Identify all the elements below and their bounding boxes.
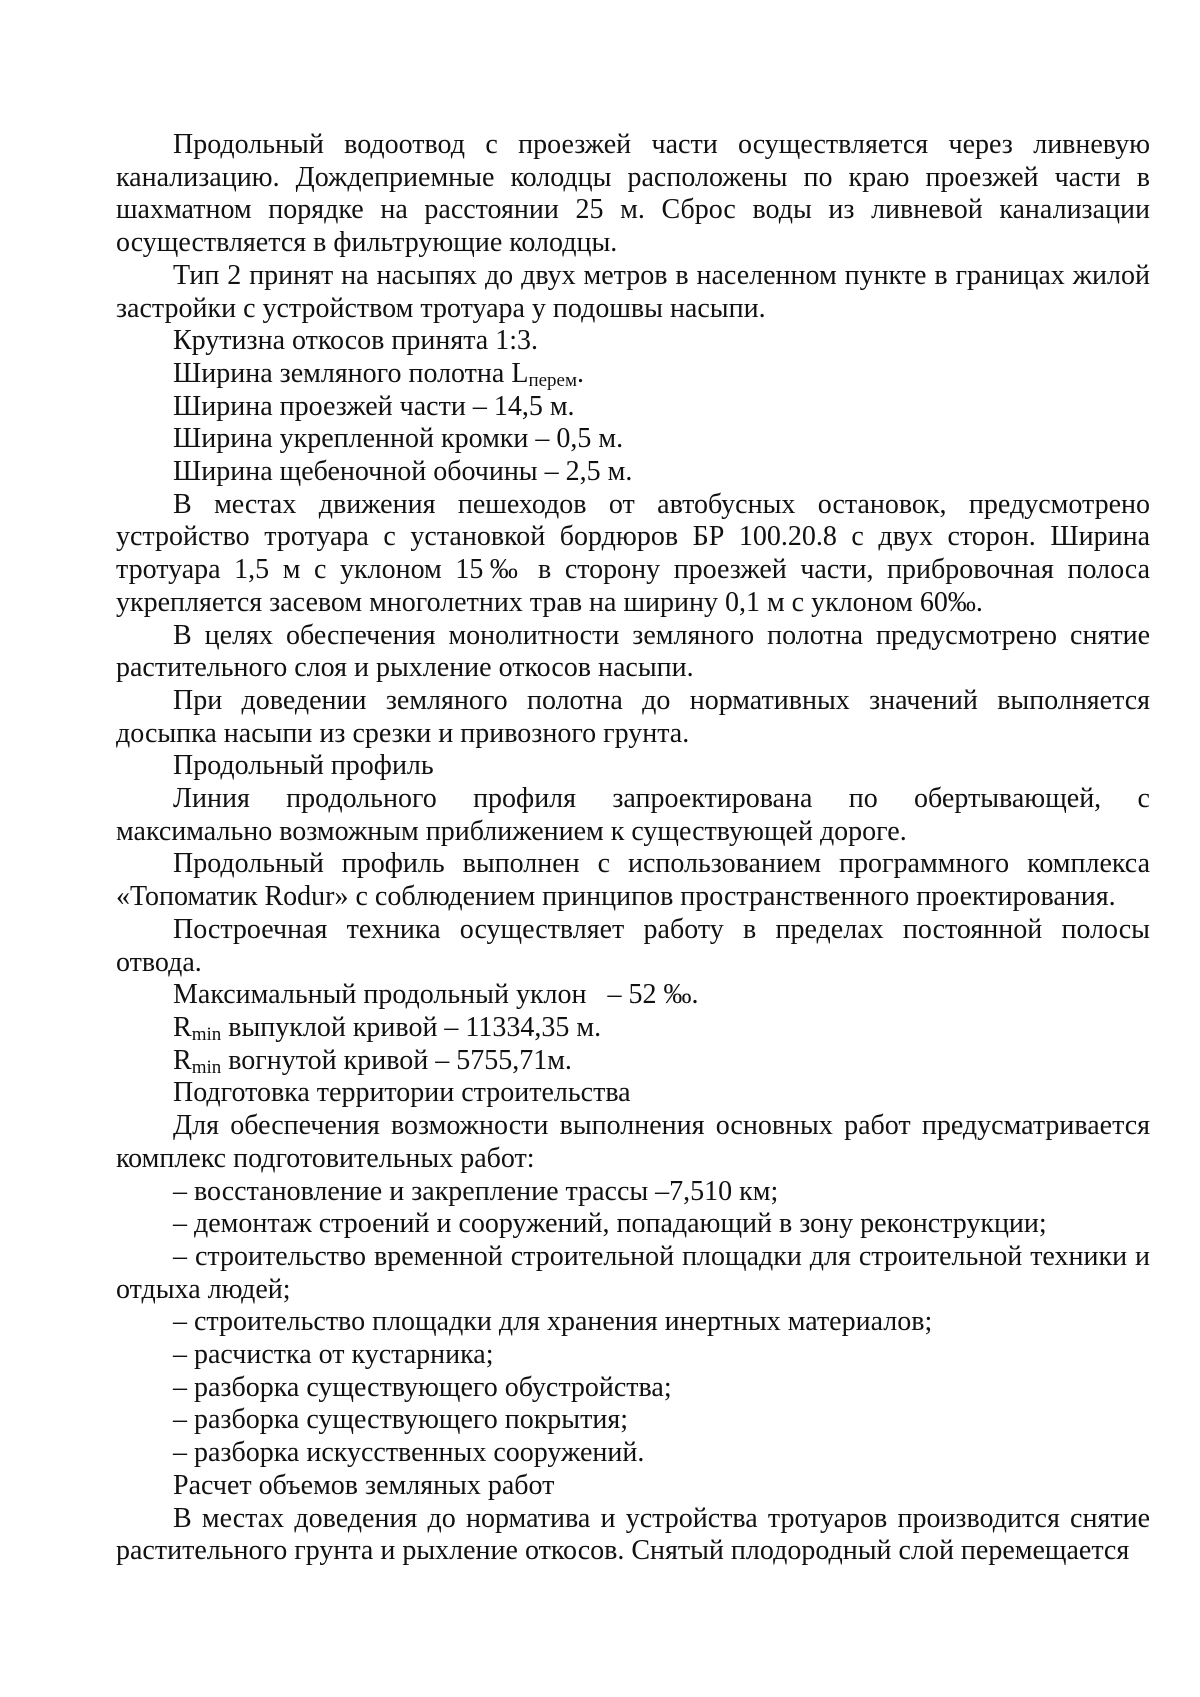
heading-longitudinal-profile: Продольный профиль [173,750,434,782]
list-item: – расчистка от кустарника; [173,1339,494,1371]
paragraph-fill-addition: При доведении земляного полотна до нормативных значений выполняется досыпка насыпи из срезки и привозного грунта. [116,684,1150,749]
profile-line-word: с [1137,783,1150,815]
paragraph-topsoil-removal: В местах доведения до норматива и устройства тротуаров производится снятие растительного грунта и рыхление откосов. Снятый плодородный слой перемещается [116,1502,1150,1567]
convex-curve-subscript: min [191,1023,222,1045]
list-item: – разборка существующего обустройства; [173,1371,672,1403]
subgrade-width-end: . [577,357,584,389]
paragraph-concave-curve [116,1045,1150,1078]
list-item: – разборка искусственных сооружений. [173,1437,645,1469]
paragraph-type-2: Тип 2 принят на насыпях до двух метров в населенном пункте в границах жилой застройки с устройством тротуара у подошвы насыпи. [116,259,1150,324]
convex-curve-symbol: R [173,1011,192,1043]
heading-site-preparation: Подготовка территории строительства [173,1077,631,1109]
profile-line-word: запроектирована [612,783,813,815]
paragraph-preparatory-works: Для обеспечения возможности выполнения основных работ предусматривается комплекс подготовительных работ: [116,1110,1150,1174]
profile-line-word: по [848,783,878,815]
subgrade-width-text: Ширина земляного полотна L [173,357,529,389]
profile-line-word: Линия [173,783,250,815]
profile-line-word: продольного [286,783,437,815]
paragraph-max-grade [116,979,1150,1012]
convex-curve-text: выпуклой кривой – 11334,35 м. [221,1011,602,1043]
list-item: – строительство временной строительной площадки для строительной техники и отдыха людей; [116,1240,1150,1305]
paragraph-shoulder-width: Ширина щебеночной обочины – 2,5 м. [173,456,633,488]
subgrade-width-subscript: перем [528,369,577,391]
paragraph-sidewalk: В местах движения пешеходов от автобусных остановок, предусмотрено устройство тротуара с установкой бордюров БР 100.20.8 с двух сторон. Ширина тротуара 1,5 м с уклоном 15‰ в сторону проезжей части, прибровочная полоса укрепляется засевом многолетних трав на ширину 0,1 м с уклоном 60‰. [116,488,1150,618]
concave-curve-symbol: R [173,1044,192,1076]
paragraph-profile-line-rest: максимально возможным приближением к существующей дороге. [116,815,907,847]
concave-curve-text: вогнутой кривой – 5755,71м. [221,1044,572,1076]
paragraph-monolithic-subgrade: В целях обеспечения монолитности земляного полотна предусмотрено снятие растительного слоя и рыхление откосов насыпи. [116,619,1150,684]
list-item: – восстановление и закрепление трассы –7,510 км; [173,1175,779,1207]
list-item: – разборка существующего покрытия; [173,1404,628,1436]
paragraph-profile-software: Продольный профиль выполнен с использованием программного комплекса «Топоматик Rodur» с соблюдением принципов пространственного проектирования. [116,848,1150,913]
paragraph-drainage: Продольный водоотвод с проезжей части осуществляется через ливневую канализацию. Дождеприемные колодцы расположены по краю проезжей части в шахматном порядке на расстоянии 25 м. Сброс воды из ливневой канализации осуществляется в фильтрующие колодцы. [116,129,1150,259]
paragraph-profile-line-first-row [116,783,1150,816]
concave-curve-subscript: min [191,1056,222,1078]
max-grade-label: Максимальный продольный уклон [173,979,587,1011]
paragraph-construction-machinery: Построечная техника осуществляет работу в пределах постоянной полосы отвода. [116,913,1150,978]
paragraph-carriageway-width: Ширина проезжей части – 14,5 м. [173,390,575,422]
heading-earthworks: Расчет объемов земляных работ [173,1469,555,1501]
document-page [116,129,1150,1568]
list-item: – демонтаж строений и сооружений, попадающий в зону реконструкции; [173,1208,1047,1240]
max-grade-value: – 52 ‰. [607,979,699,1011]
paragraph-subgrade-width [116,358,1150,391]
paragraph-convex-curve [116,1012,1150,1045]
paragraph-edge-strip-width: Ширина укрепленной кромки – 0,5 м. [173,423,624,455]
profile-line-word: обертывающей, [914,783,1102,815]
list-item: – строительство площадки для хранения инертных материалов; [173,1306,933,1338]
profile-line-word: профиля [473,783,577,815]
paragraph-slope-steepness: Крутизна откосов принята 1:3. [173,325,539,357]
